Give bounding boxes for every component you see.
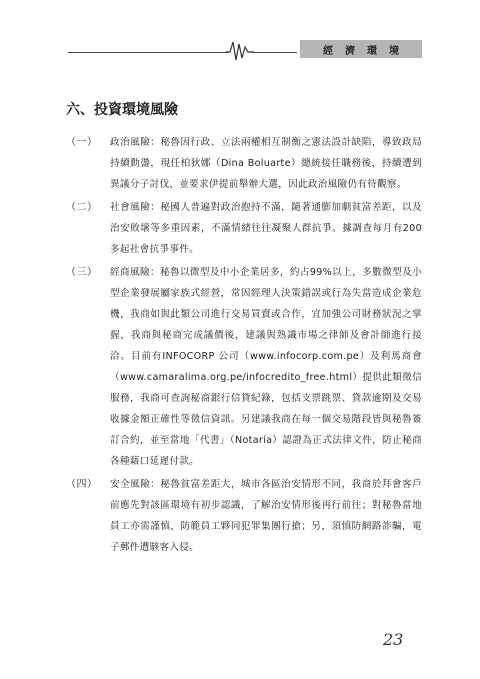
item-number: （二） xyxy=(66,202,98,213)
page-number: 23 xyxy=(383,630,404,649)
risk-item-business xyxy=(66,262,422,472)
header-badge xyxy=(300,40,422,58)
header-title: 經濟環境 xyxy=(323,45,411,57)
risk-item-social xyxy=(66,197,422,260)
header-rule-right xyxy=(252,52,297,53)
item-number: （三） xyxy=(66,267,98,278)
heartbeat-line-icon xyxy=(226,38,254,64)
risk-list xyxy=(66,132,422,560)
item-text: 安全風險：秘魯貧富差距大，城市各區治安情形不同，我商於拜會客戶前應先對該區環境有初步認識，了解治安情形後再行前往；對秘魯當地員工亦需謹慎，防範員工夥同犯罪集團行搶；另，須慎防網路詐騙，電子郵件遭駭客入侵。 xyxy=(110,479,422,553)
item-number: （四） xyxy=(66,479,98,490)
risk-item-political xyxy=(66,132,422,195)
item-text: 政治風險：秘魯因行政、立法兩權相互制衡之憲法設計缺陷，導致政局持續動盪，現任柏狄娜（Dina Boluarte）總統接任職務後，持續遭到異議分子討伐，並要求伊提前舉辦大選，因此政治風險仍有待觀察。 xyxy=(110,137,422,190)
risk-item-security xyxy=(66,474,422,558)
section-title: 六、投資環境風險 xyxy=(66,102,178,118)
item-text: 經商風險：秘魯以微型及中小企業居多，約占99%以上，多數微型及小型企業發展屬家族式經營，常因經理人決策錯誤或行為失當造成企業危機，我商如與此類公司進行交易買賣或合作，宜加強公司財務狀況之掌握，我商與秘商完成議價後，建議與熟識市場之律師及會計師進行接洽。目前有INFOCORP 公司（www.infocorp.com.pe）及利馬商會（www.camaralima.org.pe/infocredito_free.html）提供此類徵信服務，我商可查詢秘商銀行信貸紀錄，包括支票跳票、貸款逾期及交易收據金額正確性等徵信資訊。另建議我商在每一個交易階段皆與秘魯簽訂合約，並至當地「代書」（Notaría）認證為正式法律文件，防止秘商各種藉口延遲付款。 xyxy=(110,267,422,467)
header-rule-left xyxy=(68,52,228,53)
item-text: 社會風險：秘國人普遍對政治抱持不滿，隨著通膨加劇貧富差距，以及治安敗壞等多重因素，不滿情緒往往凝聚人群抗爭。據調查每月有200多起社會抗爭事件。 xyxy=(110,202,422,255)
item-number: （一） xyxy=(66,137,98,148)
